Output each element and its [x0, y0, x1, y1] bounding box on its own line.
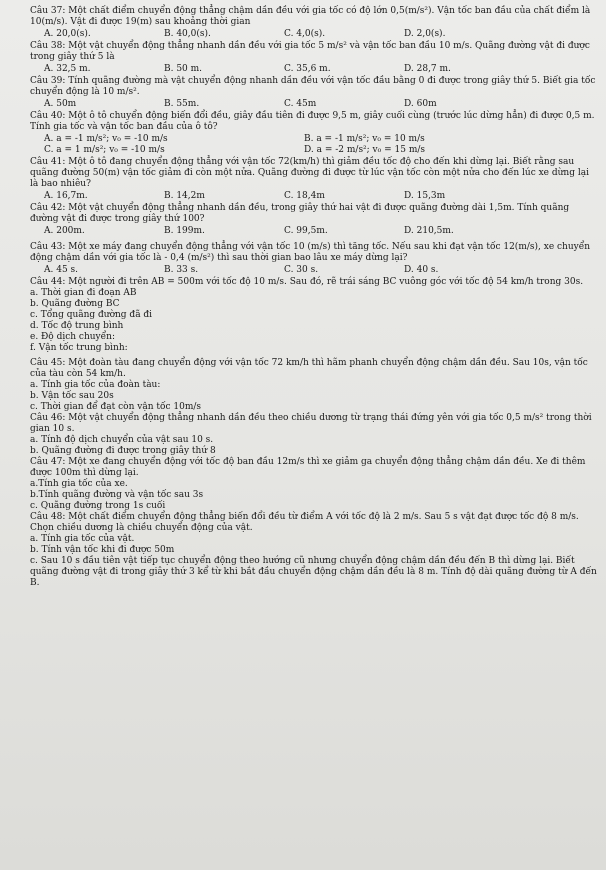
question-47 — [30, 457, 598, 512]
question-43 — [30, 242, 598, 276]
option-b: B. a = -1 m/s²; v₀ = 10 m/s — [304, 134, 425, 144]
option-c: C. 45m — [284, 99, 317, 109]
sub-item: a. Thời gian đi đoạn AB — [30, 288, 137, 298]
sub-item: c. Quãng đường trong 1s cuối — [30, 501, 166, 511]
question-40 — [30, 111, 598, 156]
option-c: C. 18,4m — [284, 191, 325, 201]
question-text: Câu 39: Tính quãng đường mà vật chuyển động nhanh dần đều với vận tốc đầu bằng 0 đi được trong giây thứ 5. Biết gia tốc chuyển động là 10 m/s². — [30, 76, 596, 97]
option-c: C. 30 s. — [284, 265, 319, 275]
sub-item: a. Tính gia tốc của vật. — [30, 534, 135, 544]
option-d: D. a = -2 m/s²; v₀ = 15 m/s — [304, 145, 426, 155]
question-text: Câu 41: Một ô tô đang chuyển động thẳng với vận tốc 72(km/h) thì giảm đều tốc độ cho đến khi dừng lại. Biết rằng sau quãng đường 50(m) vận tốc giảm đi còn một nửa. Quãng đường đi được từ lúc vận tốc còn một nửa cho đến lúc xe dừng lại là bao nhiêu? — [30, 157, 589, 189]
option-b: B. 14,2m — [164, 191, 205, 201]
sub-item: a.Tính gia tốc của xe. — [30, 479, 128, 489]
sub-item: a. Tính gia tốc của đoàn tàu: — [30, 380, 161, 390]
question-41 — [30, 157, 598, 202]
answer-options — [44, 134, 598, 156]
question-text: Câu 47: Một xe đang chuyển động với tốc độ ban đầu 12m/s thì xe giảm ga chuyển động thẳng chậm dần đều. Xe đi thêm được 100m thì dừng lại. — [30, 457, 586, 478]
answer-options — [44, 64, 598, 75]
option-a: A. 200m. — [44, 226, 85, 236]
option-c: C. 35,6 m. — [284, 64, 331, 74]
sub-item: d. Tốc độ trung bình — [30, 321, 124, 331]
answer-options — [44, 265, 598, 276]
option-d: D. 15,3m — [404, 191, 446, 201]
question-42 — [30, 203, 598, 237]
question-list — [30, 6, 598, 589]
question-text: Câu 44: Một người đi trên AB = 500m với tốc độ 10 m/s. Sau đó, rẽ trái sáng BC vuông góc với tốc độ 54 km/h trong 30s. — [30, 277, 584, 287]
option-b: B. 33 s. — [164, 265, 199, 275]
option-b: B. 55m. — [164, 99, 200, 109]
sub-item: b. Tính vận tốc khi đi được 50m — [30, 545, 175, 555]
option-d: D. 60m — [404, 99, 437, 109]
question-text: Câu 37: Một chất điểm chuyển động thẳng chậm dần đều với gia tốc có độ lớn 0,5(m/s²). Vận tốc ban đầu của chất điểm là 10(m/s). Vật đi được 19(m) sau khoảng thời gian — [30, 6, 591, 27]
question-text: Câu 38: Một vật chuyển động thẳng nhanh dần đều với gia tốc 5 m/s² và vận tốc ban đầu 10 m/s. Quãng đường vật đi được trong giây thứ 5 là — [30, 41, 590, 62]
question-text: Câu 45: Một đoàn tàu đang chuyển động với vận tốc 72 km/h thì hãm phanh chuyển động chậm dần đều. Sau 10s, vận tốc của tàu còn 54 km/h. — [30, 358, 588, 379]
answer-options — [44, 29, 598, 40]
sub-item: c. Tổng quãng đường đã đi — [30, 310, 153, 320]
option-b: B. 50 m. — [164, 64, 203, 74]
option-a: A. a = -1 m/s²; v₀ = -10 m/s — [44, 134, 168, 144]
sub-item: e. Độ dịch chuyển: — [30, 332, 116, 342]
sub-item: b. Vận tốc sau 20s — [30, 391, 114, 401]
sub-item: a. Tính độ dịch chuyển của vật sau 10 s. — [30, 435, 214, 445]
question-37 — [30, 6, 598, 40]
option-a: A. 45 s. — [44, 265, 79, 275]
sub-item: c. Thời gian để đạt còn vận tốc 10m/s — [30, 402, 202, 412]
question-text: Câu 42: Một vật chuyển động thẳng nhanh dần đều, trong giây thứ hai vật đi được quãng đường dài 1,5m. Tính quãng đường vật đi được trong giây thứ 100? — [30, 203, 570, 224]
question-text: Câu 46: Một vật chuyển động thẳng nhanh dần đều theo chiều dương từ trạng thái đứng yên với gia tốc 0,5 m/s² trong thời gian 10 s. — [30, 413, 592, 434]
option-b: B. 40,0(s). — [164, 29, 211, 39]
question-text: Câu 40: Một ô tô chuyển động biến đổi đều, giây đầu tiên đi được 9,5 m, giây cuối cùng (trước lúc dừng hẳn) đi được 0,5 m. Tính gia tốc và vận tốc ban đầu của ô tô? — [30, 111, 595, 132]
question-44 — [30, 277, 598, 354]
question-text: Câu 43: Một xe máy đang chuyển động thẳng với vận tốc 10 (m/s) thì tăng tốc. Nếu sau khi đạt vận tốc 12(m/s), xe chuyển động chậm dần với gia tốc là - 0,4 (m/s²) thì sau thời gian bao lâu xe máy dừng lại? — [30, 242, 591, 263]
option-d: D. 210,5m. — [404, 226, 454, 236]
option-a: A. 20,0(s). — [44, 29, 91, 39]
sub-item: b. Quãng đường BC — [30, 299, 120, 309]
question-39 — [30, 76, 598, 110]
option-c: C. 4,0(s). — [284, 29, 326, 39]
question-48 — [30, 512, 598, 589]
question-38 — [30, 41, 598, 75]
sub-item: c. Sau 10 s đầu tiên vật tiếp tục chuyển động theo hướng cũ nhưng chuyển động chậm dần đều đến B thì dừng lại. Biết quãng đường vật đi trong giây thứ 3 kể từ khi bắt đầu chuyển động chậm dần đều là 8 m. Tính độ dài quãng đường từ A đến B. — [30, 556, 597, 588]
option-c: C. a = 1 m/s²; v₀ = -10 m/s — [44, 145, 165, 155]
answer-options — [44, 191, 598, 202]
option-d: D. 40 s. — [404, 265, 439, 275]
question-45 — [30, 358, 598, 413]
sub-item: b.Tính quãng đường và vận tốc sau 3s — [30, 490, 204, 500]
option-a: A. 50m — [44, 99, 77, 109]
sub-item: b. Quãng đường đi được trong giây thứ 8 — [30, 446, 216, 456]
option-b: B. 199m. — [164, 226, 205, 236]
question-46 — [30, 413, 598, 457]
answer-options — [44, 99, 598, 110]
option-d: D. 28,7 m. — [404, 64, 451, 74]
option-a: A. 32,5 m. — [44, 64, 91, 74]
question-text: Câu 48: Một chất điểm chuyển động thẳng biến đổi đều từ điểm A với tốc độ là 2 m/s. Sau 5 s vật đạt được tốc độ 8 m/s. Chọn chiều dương là chiều chuyển động của vật. — [30, 512, 579, 533]
option-c: C. 99,5m. — [284, 226, 328, 236]
option-d: D. 2,0(s). — [404, 29, 446, 39]
option-a: A. 16,7m. — [44, 191, 88, 201]
answer-options — [44, 226, 598, 237]
sub-item: f. Vận tốc trung bình: — [30, 343, 128, 353]
